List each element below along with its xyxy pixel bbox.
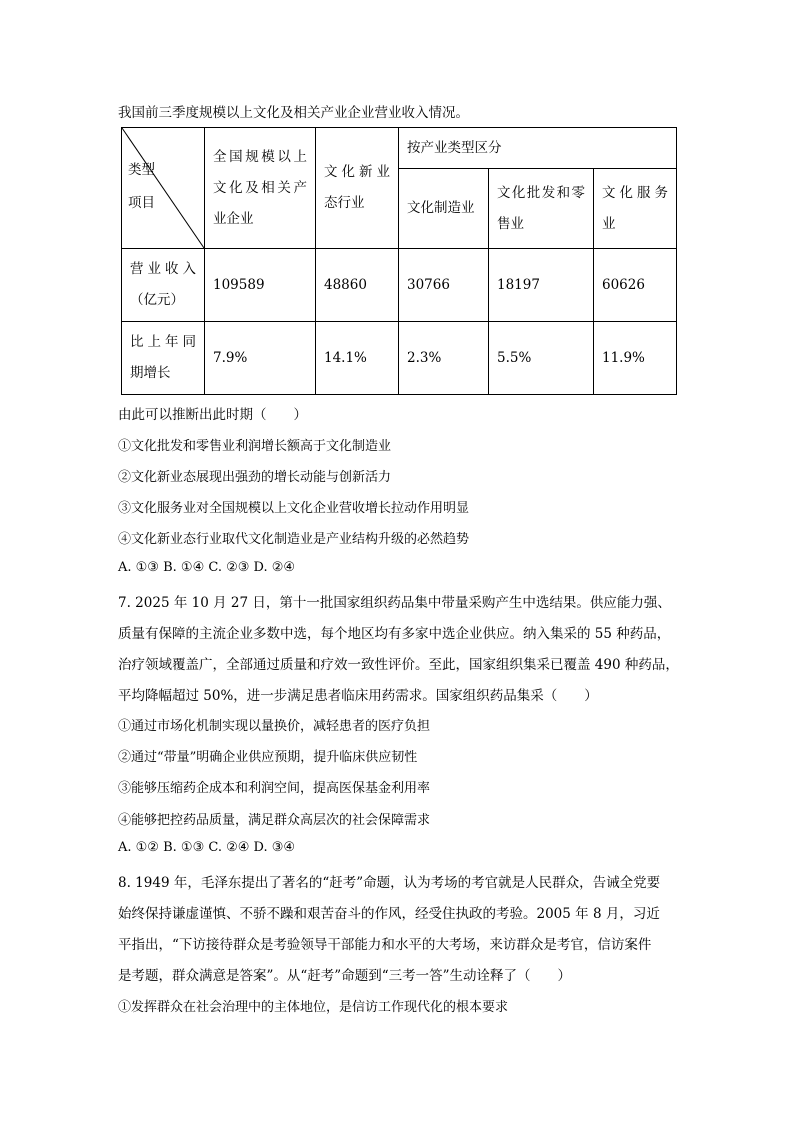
q8-stem-line-1: 8. 1949 年，毛泽东提出了著名的“赶考”命题，认为考场的考官就是人民群众，告诫全党要 <box>118 875 661 891</box>
header-service-line-2: 业 <box>602 215 616 232</box>
table-cell: 18197 <box>489 249 594 322</box>
header-new-business-line-1: 文化新业 <box>324 164 390 180</box>
table-caption: 我国前三季度规模以上文化及相关产业企业营业收入情况。 <box>118 105 469 121</box>
q6-option-1: ①文化批发和零售业利润增长额高于文化制造业 <box>118 439 392 454</box>
table-cell: 48860 <box>316 249 399 322</box>
q7-answer-choices: A. ①② B. ①③ C. ②④ D. ③④ <box>118 840 296 855</box>
q8-stem-line-4: 是考题，群众满意是答案”。从“赶考”命题到“三考一答”生动诠释了（ ） <box>118 968 572 984</box>
table-row <box>122 249 677 322</box>
table-cell: 14.1% <box>316 322 399 395</box>
table-cell: 2.3% <box>399 322 489 395</box>
q7-option-4: ④能够把控药品质量，满足群众高层次的社会保障需求 <box>118 813 431 828</box>
q8-stem-line-2: 始终保持谦虚谨慎、不骄不躁和艰苦奋斗的作风，经受住执政的考验。2005 年 8 月，习近 <box>118 906 660 922</box>
table-cell: 11.9% <box>594 322 677 395</box>
table-cell: 5.5% <box>489 322 594 395</box>
table-cell: 109589 <box>205 249 316 322</box>
header-wholesale <box>489 169 594 249</box>
header-national-line-1: 全国规模以上 <box>213 148 307 165</box>
header-by-type: 按产业类型区分 <box>399 128 677 169</box>
header-new-business-line-2: 态行业 <box>324 195 365 211</box>
q6-option-3: ③文化服务业对全国规模以上文化企业营收增长拉动作用明显 <box>118 501 470 516</box>
row-label-revenue <box>122 249 205 322</box>
q7-option-1: ①通过市场化机制实现以量换价，减轻患者的医疗负担 <box>118 719 431 734</box>
q8-stem-line-3: 平指出，“下访接待群众是考验领导干部能力和水平的大考场，来访群众是考官，信访案件 <box>118 937 652 953</box>
corner-label-type: 类型 <box>128 162 155 178</box>
header-manufacture: 文化制造业 <box>399 169 489 249</box>
q7-stem-line-1: 7. 2025 年 10 月 27 日，第十一批国家组织药品集中带量采购产生中选结果。供应能力强、 <box>118 595 671 611</box>
header-wholesale-line-1: 文化批发和零 <box>497 184 585 201</box>
q6-option-4: ④文化新业态行业取代文化制造业是产业结构升级的必然趋势 <box>118 532 470 547</box>
header-wholesale-line-2: 售业 <box>497 215 524 232</box>
revenue-table <box>121 127 677 395</box>
q6-option-2: ②文化新业态展现出强劲的增长动能与创新活力 <box>118 470 392 485</box>
header-new-business <box>316 128 399 249</box>
q7-stem-line-2: 质量有保障的主流企业多数中选，每个地区均有多家中选企业供应。纳入集采的 55 种药品， <box>118 626 671 642</box>
q7-stem-line-3: 治疗领域覆盖广，全部通过质量和疗效一致性评价。至此，国家组织集采已覆盖 490 种药品， <box>118 657 679 673</box>
table-cell: 30766 <box>399 249 489 322</box>
table-cell: 7.9% <box>205 322 316 395</box>
table-row <box>122 322 677 395</box>
header-national-line-2: 文化及相关产 <box>213 179 307 196</box>
header-service-line-1: 文化服务 <box>602 184 669 201</box>
table-corner-cell <box>122 128 205 249</box>
header-national <box>205 128 316 249</box>
row-label-revenue-line-2: （亿元） <box>130 292 184 308</box>
q6-stem: 由此可以推断出此时期（ ） <box>118 407 307 423</box>
header-service <box>594 169 677 249</box>
table-cell: 60626 <box>594 249 677 322</box>
header-national-line-3: 业企业 <box>213 210 254 227</box>
q6-answer-choices: A. ①③ B. ①④ C. ②③ D. ②④ <box>118 560 296 575</box>
row-label-revenue-line-1: 营业收入 <box>130 261 196 277</box>
q8-option-1: ①发挥群众在社会治理中的主体地位，是信访工作现代化的根本要求 <box>118 1000 509 1015</box>
row-label-growth-line-2: 期增长 <box>130 365 171 381</box>
row-label-growth <box>122 322 205 395</box>
diagonal-line <box>122 128 204 248</box>
corner-label-item: 项目 <box>128 195 155 211</box>
row-label-growth-line-1: 比上年同 <box>130 334 196 350</box>
q7-stem-line-4: 平均降幅超过 50%，进一步满足患者临床用药需求。国家组织药品集采（ ） <box>118 688 598 704</box>
q7-option-2: ②通过“带量”明确企业供应预期，提升临床供应韧性 <box>118 750 418 765</box>
q7-option-3: ③能够压缩药企成本和利润空间，提高医保基金利用率 <box>118 781 431 796</box>
